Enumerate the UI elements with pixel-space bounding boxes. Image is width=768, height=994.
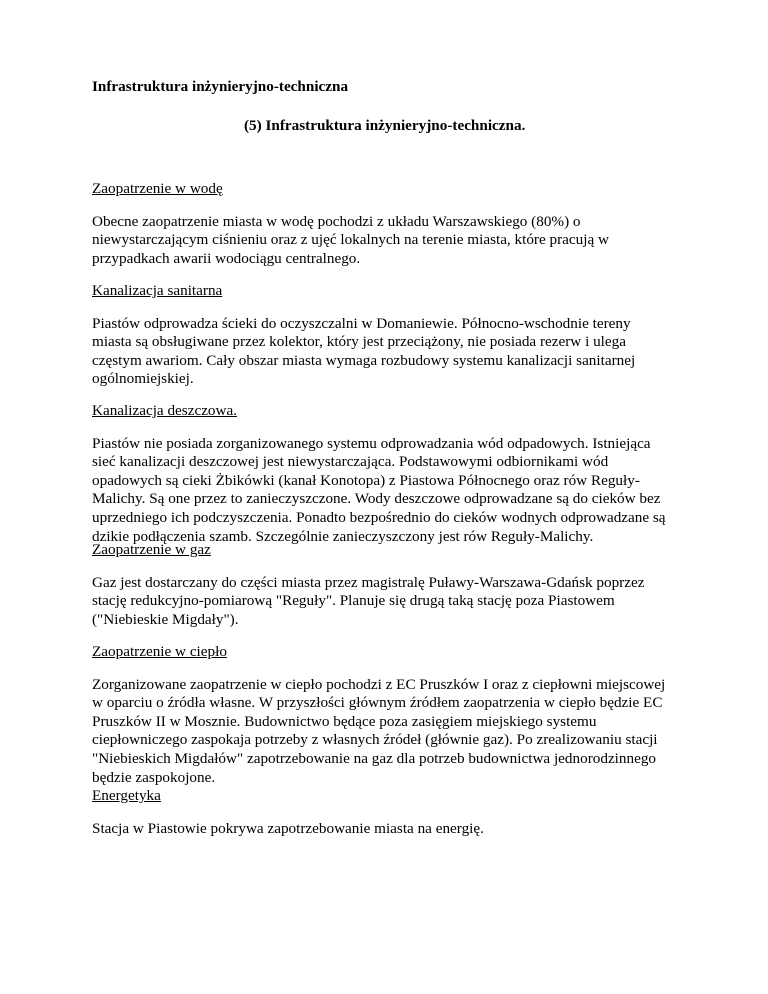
text-line: miasta są obsługiwane przez kolektor, który jest przeciążony, nie posiada rezerw i ulega — [92, 333, 626, 351]
text-line: Piastów odprowadza ścieki do oczyszczalni w Domaniewie. Północno-wschodnie tereny — [92, 314, 631, 332]
text-line: Malichy. Są one przez to zanieczyszczone. Wody deszczowe odprowadzane są do cieków bez — [92, 490, 661, 508]
text-line: częstym awariom. Cały obszar miasta wymaga rozbudowy systemu kanalizacji sanitarnej — [92, 351, 636, 369]
section-body — [92, 213, 682, 269]
text-line: ogólnomiejskiej. — [92, 370, 194, 388]
text-line: przypadkach awarii wodociągu centralnego. — [92, 249, 361, 267]
section-heading: Kanalizacja deszczowa. — [92, 402, 238, 419]
text-line: ciepłowniczego zaspokaja potrzeby z własnych źródeł (głównie gaz). Po zrealizowaniu stacji — [92, 731, 658, 749]
section-body — [92, 574, 682, 630]
text-line: opadowych są cieki Żbikówki (kanał Konotopa) z Piastowa Północnego oraz rów Reguły- — [92, 471, 640, 489]
text-line: "Niebieskich Migdałów" zapotrzebowanie na gaz dla potrzeb budownictwa jednorodzinnego — [92, 749, 657, 767]
section-body — [92, 820, 682, 839]
section-body — [92, 435, 682, 547]
section-storm-drainage — [92, 402, 682, 546]
text-line: Obecne zaopatrzenie miasta w wodę pochodzi z układu Warszawskiego (80%) o — [92, 212, 581, 230]
text-line: niewystarczającym ciśnieniu oraz z ujęć lokalnych na terenie miasta, które pracują w — [92, 231, 609, 249]
section-gas-supply — [92, 541, 682, 629]
text-line: Piastów nie posiada zorganizowanego systemu odprowadzania wód odpadowych. Istniejąca — [92, 434, 651, 452]
text-line: Pruszków II w Mosznie. Budownictwo będące poza zasięgiem miejskiego systemu — [92, 712, 597, 730]
text-line: w oparciu o źródła własne. W przyszłości głównym źródłem zaopatrzenia w ciepło będzie EC — [92, 694, 663, 712]
chapter-title: (5) Infrastruktura inżynieryjno-techniczna. — [244, 117, 526, 134]
text-line: sieć kanalizacji deszczowej jest niewystarczająca. Podstawowymi odbiornikami wód — [92, 453, 609, 471]
text-line: uprzedniego ich podczyszczenia. Ponadto bezpośrednio do cieków wodnych odprowadzane są — [92, 508, 666, 526]
section-water-supply — [92, 180, 682, 268]
text-line: Stacja w Piastowie pokrywa zapotrzebowanie miasta na energię. — [92, 819, 484, 837]
section-heading: Zaopatrzenie w gaz — [92, 541, 211, 558]
section-heading: Kanalizacja sanitarna — [92, 282, 223, 299]
text-line: Zorganizowane zaopatrzenie w ciepło pochodzi z EC Pruszków I oraz z ciepłowni miejscowej — [92, 675, 666, 693]
section-heading: Zaopatrzenie w ciepło — [92, 643, 227, 660]
section-body — [92, 315, 682, 389]
section-energy — [92, 787, 682, 838]
text-line: ("Niebieskie Migdały"). — [92, 610, 239, 628]
text-line: będzie zaspokojone. — [92, 768, 216, 786]
section-body — [92, 676, 682, 788]
text-line: dzikie podłączenia szamb. Szczególnie zanieczyszczony jest rów Reguły-Malichy. — [92, 527, 594, 545]
section-sanitary-sewage — [92, 282, 682, 389]
section-heat-supply — [92, 643, 682, 787]
section-heading: Zaopatrzenie w wodę — [92, 180, 223, 197]
document-title: Infrastruktura inżynieryjno-techniczna — [92, 78, 349, 95]
text-line: Gaz jest dostarczany do części miasta przez magistralę Puławy-Warszawa-Gdańsk poprzez — [92, 573, 645, 591]
text-line: stację redukcyjno-pomiarową "Reguły". Planuje się drugą taką stację poza Piastowem — [92, 592, 615, 610]
section-heading: Energetyka — [92, 787, 161, 804]
